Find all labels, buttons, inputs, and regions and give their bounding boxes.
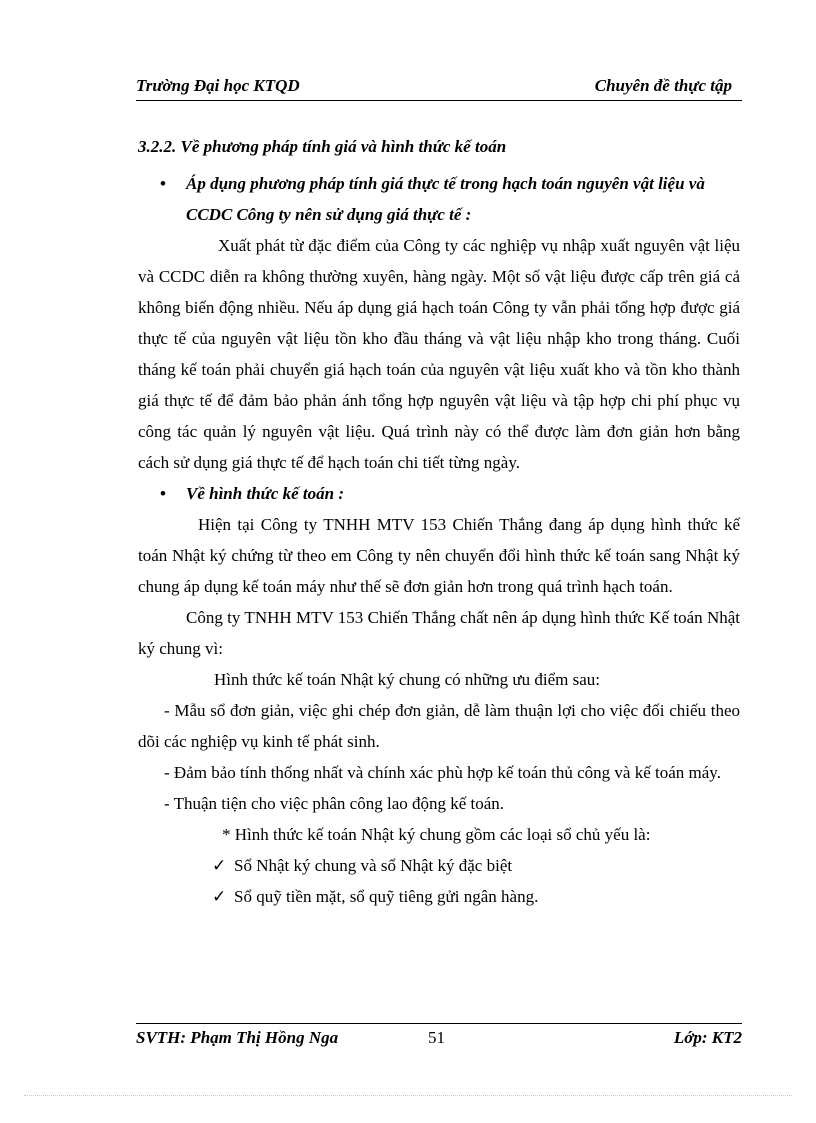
page-footer [136, 1028, 742, 1050]
book-item-text: Sổ Nhật ký chung và sổ Nhật ký đặc biệt [234, 856, 513, 875]
advantage-item: - Thuận tiện cho việc phân công lao động kế toán. [164, 794, 505, 813]
bullet-icon: • [160, 174, 166, 193]
advantage-item: - Đảm bảo tính thống nhất và chính xác phù hợp kế toán thủ công và kế toán máy. [164, 763, 721, 782]
book-item-text: Sổ quỹ tiền mặt, sổ quỹ tiêng gửi ngân hàng. [234, 887, 539, 906]
paragraph-current-form: Hiện tại Công ty TNHH MTV 153 Chiến Thắng đang áp dụng hình thức kế toán Nhật ký chứng từ theo em Công ty nên chuyển đổi hình thức kế toán sang Nhật ký chung áp dụng kế toán máy như thế sẽ đơn giản hơn trong quá trình hạch toán. [138, 515, 740, 596]
page-header [136, 76, 742, 98]
bullet-text: Áp dụng phương pháp tính giá thực tế trong hạch toán nguyên vật liệu và CCDC Công ty nên sử dụng giá thực tế : [186, 174, 705, 224]
bullet-icon: • [160, 484, 166, 503]
header-report-type: Chuyên đề thực tập [594, 76, 732, 95]
footer-class: Lớp: KT2 [673, 1028, 742, 1047]
bullet-heading-pricing [138, 168, 740, 230]
footer-student: SVTH: Phạm Thị Hồng Nga [136, 1028, 339, 1047]
bullet-heading-accounting-form [138, 478, 740, 509]
header-school: Trường Đại học KTQD [136, 76, 300, 95]
advantage-item: - Mẫu sổ đơn giản, việc ghi chép đơn giản, dễ làm thuận lợi cho việc đối chiếu theo dõi các nghiệp vụ kinh tế phát sinh. [138, 701, 740, 751]
page-edge-divider [24, 1095, 792, 1096]
books-intro: * Hình thức kế toán Nhật ký chung gồm các loại sổ chủ yếu là: [222, 825, 651, 844]
section-title: 3.2.2. Về phương pháp tính giá và hình thức kế toán [138, 137, 507, 156]
bullet-text: Về hình thức kế toán : [186, 484, 345, 503]
checkmark-icon: ✓ [212, 887, 227, 906]
book-item [138, 881, 740, 912]
advantages-intro: Hình thức kế toán Nhật ký chung có những ưu điểm sau: [214, 670, 600, 689]
checkmark-icon: ✓ [212, 856, 227, 875]
header-divider [136, 100, 742, 101]
book-item [138, 850, 740, 881]
paragraph-recommendation: Công ty TNHH MTV 153 Chiến Thắng chất nên áp dụng hình thức Kế toán Nhật ký chung vì: [138, 608, 740, 658]
page-number: 51 [428, 1028, 445, 1047]
document-body [138, 131, 740, 912]
paragraph-pricing: Xuất phát từ đặc điểm của Công ty các nghiệp vụ nhập xuất nguyên vật liệu và CCDC diễn ra không thường xuyên, hàng ngày. Một số vật liệu được cấp trên giá cả không biến động nhiều. Nếu áp dụng giá hạch toán Công ty vẫn phải tổng hợp được giá thực tế của nguyên vật liệu tồn kho đầu tháng và vật liệu nhập kho trong tháng. Cuối tháng kế toán phải chuyển giá hạch toán của nguyên vật liệu xuất kho và tồn kho thành giá thực tế để đảm bảo phản ánh tổng hợp nguyên vật liệu và tập hợp chi phí phục vụ công tác quản lý nguyên vật liệu. Quá trình này có thể được làm đơn giản hơn bằng cách sử dụng giá thực tế để hạch toán chi tiết từng ngày. [138, 236, 740, 472]
footer-divider [136, 1023, 742, 1024]
